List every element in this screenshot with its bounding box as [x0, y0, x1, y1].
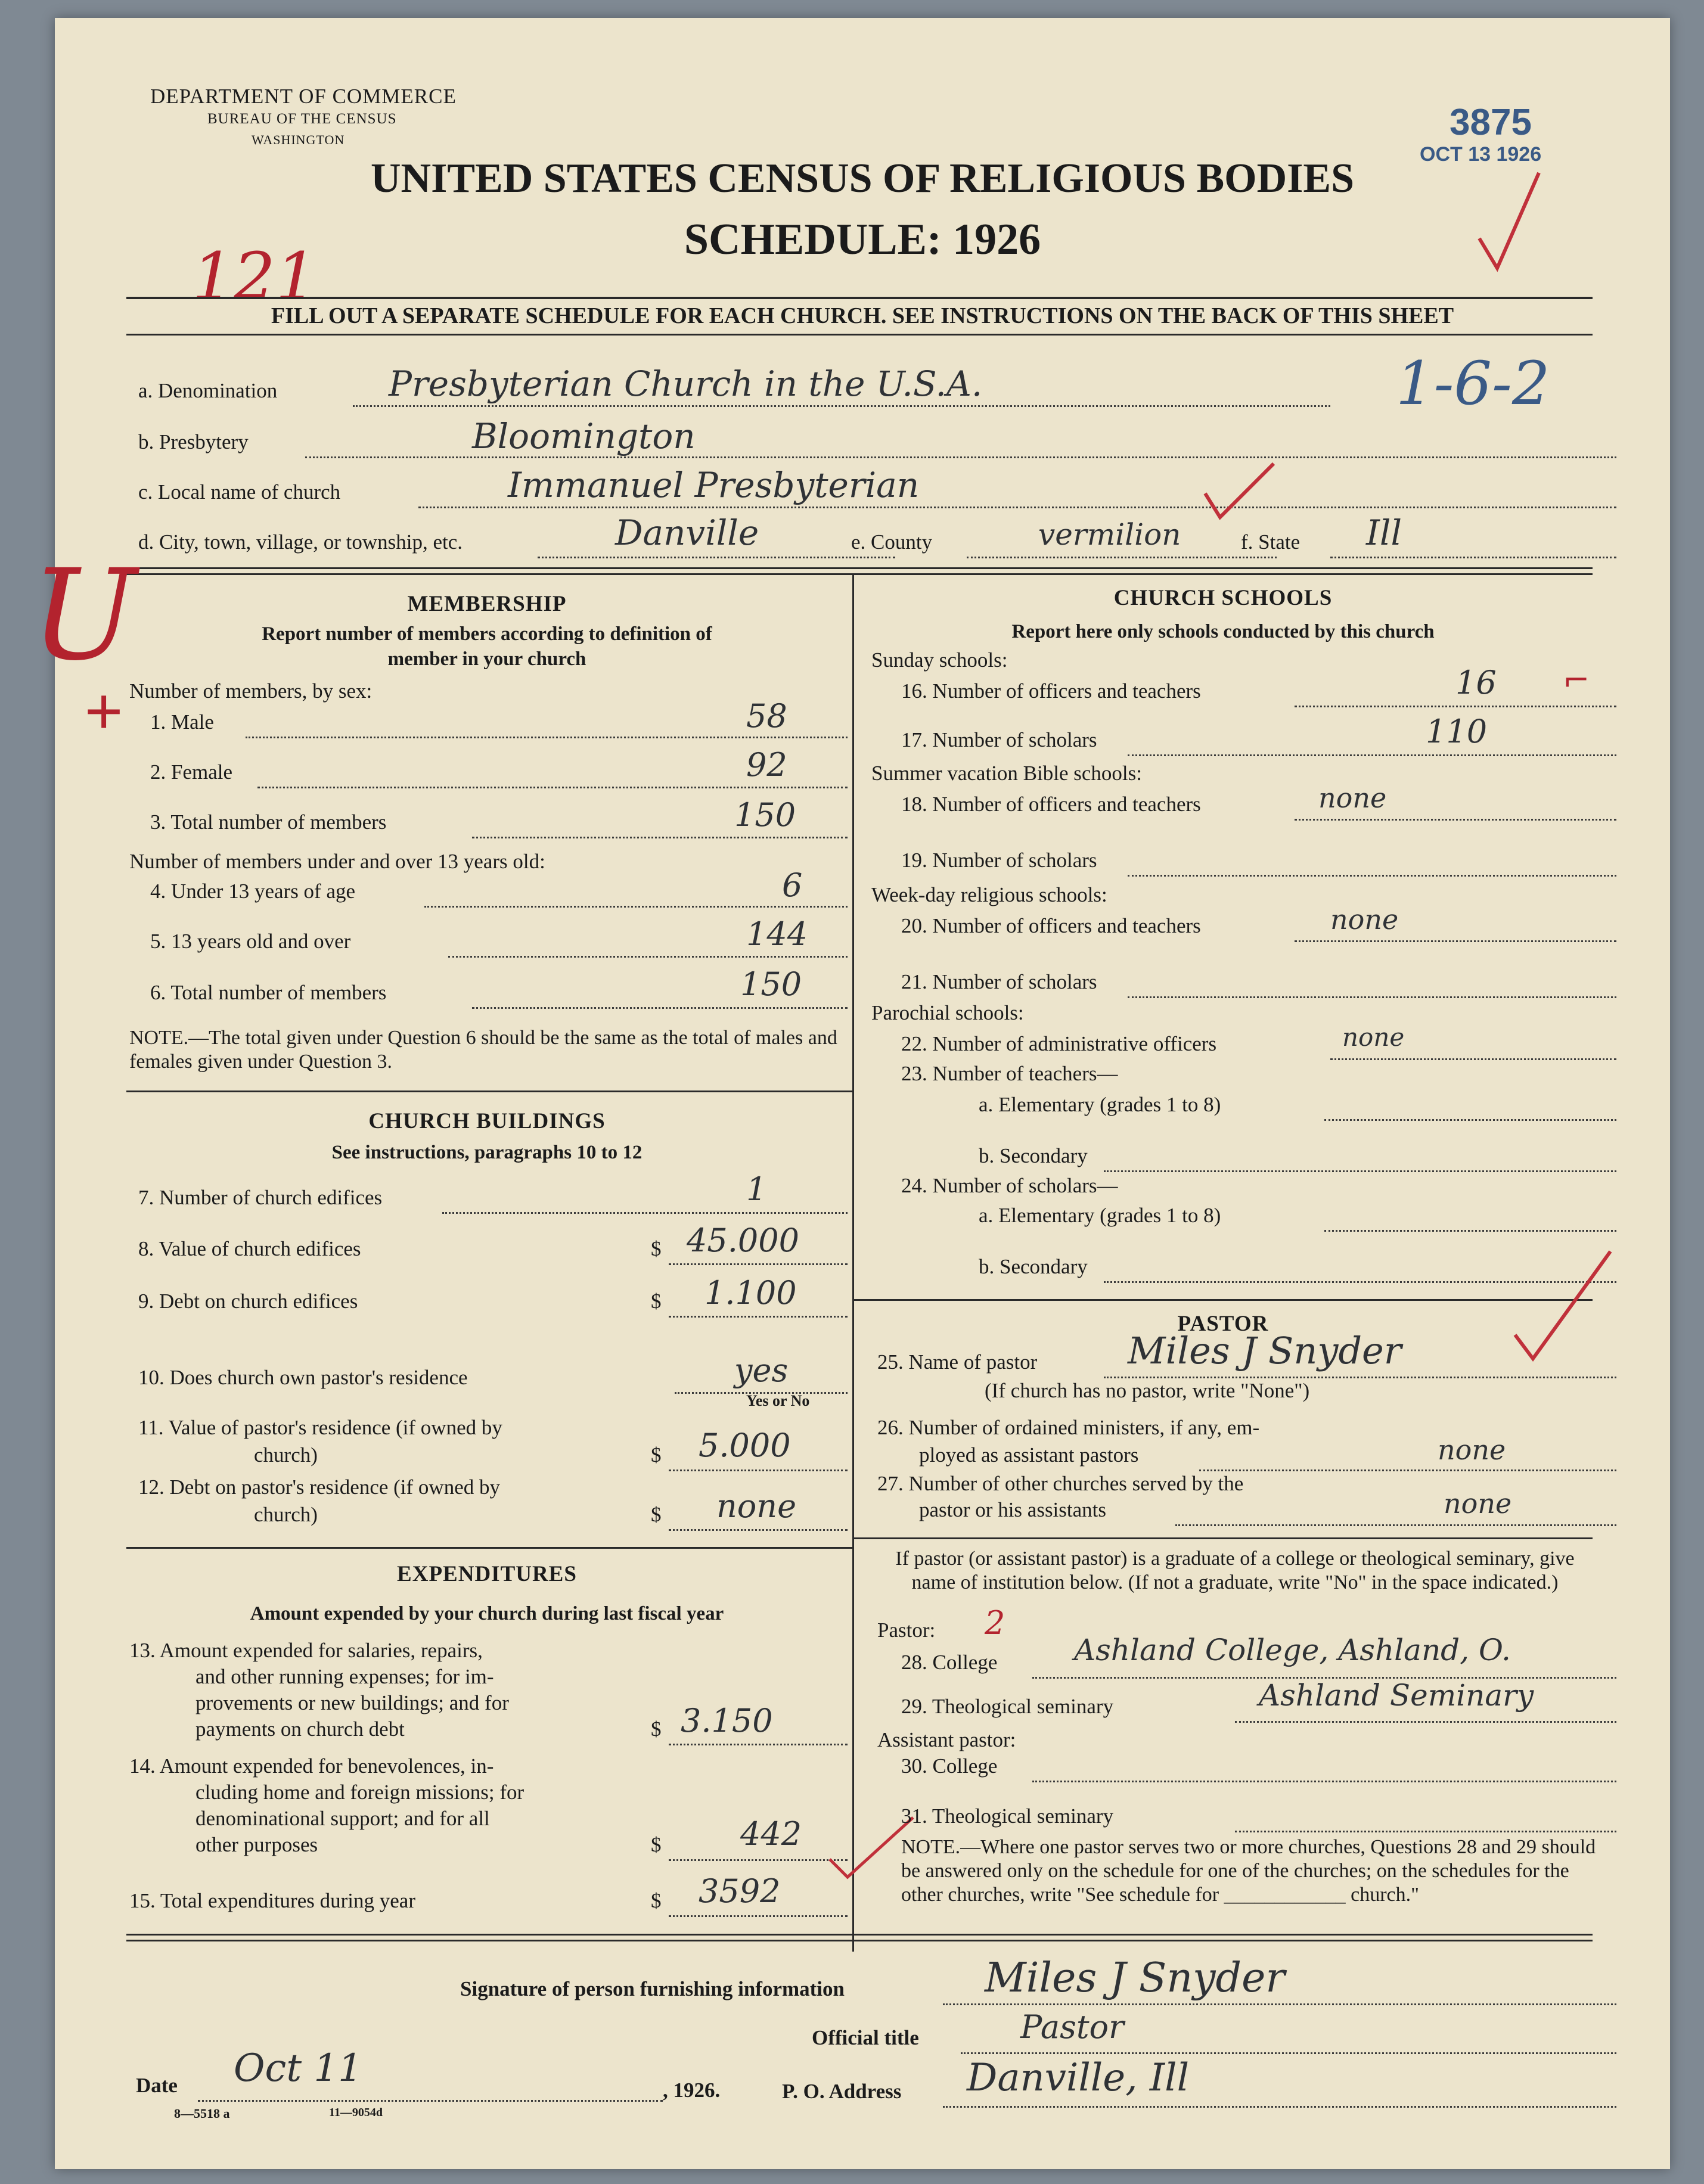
fill-line — [669, 1529, 848, 1531]
state-value: Ill — [1366, 512, 1402, 553]
received-stamp-date: OCT 13 1926 — [1420, 143, 1542, 166]
other-churches-label: 27. Number of other churches served by the — [877, 1472, 1244, 1495]
divider — [853, 1299, 1593, 1301]
city-label: d. City, town, village, or township, etc. — [138, 530, 463, 554]
fill-line — [1235, 1831, 1616, 1832]
male-value: 58 — [746, 697, 787, 735]
summer-scholars-label: 19. Number of scholars — [901, 849, 1097, 872]
teachers-secondary-label: b. Secondary — [979, 1144, 1088, 1167]
fill-line — [669, 1915, 848, 1917]
parochial-scholars-label: 24. Number of scholars— — [901, 1174, 1118, 1197]
membership-subtitle: member in your church — [387, 648, 586, 670]
city-heading: WASHINGTON — [252, 132, 345, 147]
denomination-label: a. Denomination — [138, 379, 278, 402]
fill-line — [472, 1007, 848, 1009]
scholars-secondary-label: b. Secondary — [979, 1255, 1088, 1278]
total-members-value: 150 — [734, 796, 796, 834]
state-label: f. State — [1241, 530, 1300, 554]
fill-line — [1128, 996, 1616, 998]
currency-sign: $ — [651, 1237, 662, 1260]
tick-mark: ⌐ — [1563, 661, 1590, 699]
currency-sign: $ — [651, 1443, 662, 1467]
divider — [126, 1091, 852, 1092]
fill-line — [669, 1316, 848, 1318]
form-number: 8—5518 a — [174, 2106, 230, 2121]
assistant-college-label: 30. College — [901, 1754, 998, 1778]
fill-line — [418, 507, 1616, 508]
residence-debt-label: 12. Debt on pastor's residence (if owned by — [138, 1475, 500, 1499]
residence-debt-value: none — [716, 1487, 797, 1525]
yes-no-hint: Yes or No — [746, 1392, 810, 1409]
pastor-note: NOTE.—Where one pastor serves two or more churches, Questions 28 and 29 should be answered only on the schedule for one of the churches; on the schedules for the other churches, write "See schedule for ____________ church." — [901, 1836, 1596, 1906]
fill-line — [1324, 1119, 1616, 1121]
summer-teachers-value: none — [1318, 782, 1387, 814]
no-pastor-hint: (If church has no pastor, write "None") — [985, 1379, 1310, 1402]
local-name-label: c. Local name of church — [138, 480, 341, 504]
divider — [126, 567, 1593, 569]
denomination-code: 1-6-2 — [1396, 349, 1550, 418]
department-heading: DEPARTMENT OF COMMERCE — [150, 85, 457, 108]
check-mark-icon — [1199, 458, 1277, 523]
fill-line — [1295, 940, 1616, 942]
fill-line — [669, 1744, 848, 1745]
fill-line — [1235, 1721, 1616, 1723]
fill-line — [246, 737, 848, 738]
edifices-count-value: 1 — [746, 1170, 767, 1208]
expense-14-label: other purposes — [195, 1833, 318, 1856]
assistant-seminary-label: 31. Theological seminary — [901, 1804, 1114, 1828]
fill-line — [1199, 1470, 1616, 1471]
summer-teachers-label: 18. Number of officers and teachers — [901, 793, 1201, 816]
buildings-subtitle: See instructions, paragraphs 10 to 12 — [331, 1142, 643, 1163]
pastor-name-label: 25. Name of pastor — [877, 1350, 1038, 1374]
date-year: , 1926. — [663, 2079, 721, 2102]
sunday-schools-label: Sunday schools: — [871, 648, 1008, 672]
fill-line — [669, 1859, 848, 1861]
female-label: 2. Female — [150, 760, 233, 784]
teachers-elementary-label: a. Elementary (grades 1 to 8) — [979, 1093, 1221, 1116]
parochial-teachers-label: 23. Number of teachers— — [901, 1062, 1118, 1085]
census-form-sheet — [31, 18, 1670, 2169]
owns-residence-value: yes — [734, 1352, 789, 1389]
over-13-value: 144 — [746, 915, 808, 953]
fill-line — [1295, 706, 1616, 707]
female-value: 92 — [746, 746, 787, 784]
expense-13-label: 13. Amount expended for salaries, repairs, — [129, 1639, 483, 1662]
expense-14-label: cluding home and foreign missions; for — [195, 1781, 524, 1804]
seminary-label: 29. Theological seminary — [901, 1695, 1114, 1718]
sunday-teachers-value: 16 — [1455, 664, 1497, 701]
pastor-name-value: Miles J Snyder — [1128, 1329, 1402, 1372]
margin-plus-mark: + — [85, 675, 123, 748]
residence-value-label: 11. Value of pastor's residence (if owned by — [138, 1416, 502, 1439]
currency-sign: $ — [651, 1503, 662, 1526]
total-members-2-label: 6. Total number of members — [150, 981, 387, 1004]
scholars-elementary-label: a. Elementary (grades 1 to 8) — [979, 1204, 1221, 1227]
print-number: 11—9054d — [329, 2106, 383, 2119]
fill-line — [1324, 1230, 1616, 1232]
parochial-schools-label: Parochial schools: — [871, 1001, 1024, 1024]
divider — [126, 573, 1593, 575]
fill-line — [967, 557, 1277, 558]
fill-line — [1330, 1058, 1616, 1060]
fill-line — [943, 2106, 1616, 2108]
fill-line — [1330, 557, 1616, 558]
summer-schools-label: Summer vacation Bible schools: — [871, 762, 1142, 785]
check-mark-icon — [1473, 167, 1545, 274]
currency-sign: $ — [651, 1290, 662, 1313]
pastor-education-label: Pastor: — [877, 1618, 936, 1642]
handwritten-number: 121 — [192, 238, 317, 315]
divider — [126, 1547, 852, 1549]
divider — [126, 334, 1593, 335]
edifices-value-label: 8. Value of church edifices — [138, 1237, 361, 1260]
fill-line — [257, 787, 848, 788]
presbytery-value: Bloomington — [472, 416, 696, 456]
under-13-label: 4. Under 13 years of age — [150, 880, 356, 903]
fill-line — [1104, 1377, 1616, 1378]
owns-residence-label: 10. Does church own pastor's residence — [138, 1366, 468, 1389]
buildings-heading: CHURCH BUILDINGS — [368, 1109, 606, 1133]
denomination-value: Presbyterian Church in the U.S.A. — [389, 364, 983, 404]
edifices-value-value: 45.000 — [687, 1222, 799, 1259]
margin-mark: U — [31, 542, 136, 688]
over-13-label: 5. 13 years old and over — [150, 930, 351, 953]
schools-subtitle: Report here only schools conducted by this church — [1011, 621, 1435, 642]
residence-debt-label-2: church) — [254, 1503, 318, 1526]
weekday-scholars-label: 21. Number of scholars — [901, 970, 1097, 993]
edifices-debt-label: 9. Debt on church edifices — [138, 1290, 358, 1313]
edifices-count-label: 7. Number of church edifices — [138, 1186, 383, 1209]
total-members-2-value: 150 — [740, 965, 802, 1003]
membership-note: NOTE.—The total given under Question 6 should be the same as the total of males and females given under Question 3. — [129, 1027, 837, 1073]
schedule-title: SCHEDULE: 1926 — [684, 215, 1041, 264]
members-by-sex-label: Number of members, by sex: — [129, 679, 373, 703]
fill-line — [538, 557, 895, 558]
fill-line — [442, 1212, 848, 1214]
other-churches-value: none — [1444, 1487, 1512, 1520]
fill-line — [353, 405, 1330, 407]
assistant-education-label: Assistant pastor: — [877, 1728, 1016, 1751]
date-value: Oct 11 — [234, 2046, 362, 2090]
residence-value-label-2: church) — [254, 1443, 318, 1467]
signature-label: Signature of person furnishing information — [460, 1977, 845, 2000]
official-title-value: Pastor — [1020, 2008, 1124, 2046]
parochial-admin-value: none — [1342, 1023, 1405, 1052]
fill-line — [198, 2100, 663, 2102]
divider — [853, 1537, 1593, 1539]
graduate-instruction: If pastor (or assistant pastor) is a graduate of a college or theological seminary, give name of institution below. (If not a graduate, write "No" in the space indicated.) — [895, 1548, 1575, 1593]
currency-sign: $ — [651, 1717, 662, 1741]
expense-13-label: payments on church debt — [195, 1717, 405, 1741]
members-by-age-label: Number of members under and over 13 years old: — [129, 850, 545, 873]
seminary-value: Ashland Seminary — [1259, 1678, 1534, 1713]
membership-heading: MEMBERSHIP — [407, 592, 567, 616]
expenditures-heading: EXPENDITURES — [397, 1562, 577, 1586]
sunday-scholars-label: 17. Number of scholars — [901, 728, 1097, 751]
edifices-debt-value: 1.100 — [704, 1274, 797, 1312]
county-label: e. County — [851, 530, 933, 554]
county-value: vermilion — [1038, 517, 1181, 552]
fill-line — [1032, 1781, 1616, 1782]
fill-line — [669, 1263, 848, 1265]
college-value: Ashland College, Ashland, O. — [1074, 1633, 1511, 1667]
fill-line — [1295, 819, 1616, 821]
fill-line — [424, 906, 848, 908]
membership-subtitle: Report number of members according to definition of — [262, 623, 712, 645]
weekday-teachers-value: none — [1330, 903, 1399, 936]
check-mark-icon — [1509, 1245, 1616, 1365]
college-label: 28. College — [901, 1651, 998, 1674]
expense-14-value: 442 — [740, 1815, 802, 1853]
male-label: 1. Male — [150, 710, 214, 734]
total-expense-value: 3592 — [699, 1872, 781, 1910]
date-label: Date — [136, 2074, 178, 2097]
parochial-admin-label: 22. Number of administrative officers — [901, 1032, 1217, 1055]
official-title-label: Official title — [812, 2026, 919, 2049]
fill-line — [1175, 1524, 1616, 1526]
expense-13-label: provements or new buildings; and for — [195, 1691, 509, 1714]
fill-line — [669, 1470, 848, 1471]
fill-line — [961, 2052, 1616, 2054]
presbytery-label: b. Presbytery — [138, 430, 249, 453]
received-stamp-number: 3875 — [1450, 102, 1532, 143]
fill-line — [1128, 875, 1616, 877]
fill-line — [448, 956, 848, 958]
signature-value: Miles J Snyder — [985, 1955, 1285, 2002]
assistant-pastors-label-2: ployed as assistant pastors — [919, 1443, 1139, 1467]
total-expense-label: 15. Total expenditures during year — [129, 1889, 415, 1912]
city-value: Danville — [615, 512, 759, 553]
po-address-value: Danville, Ill — [967, 2056, 1190, 2100]
currency-sign: $ — [651, 1833, 662, 1856]
other-churches-label-2: pastor or his assistants — [919, 1498, 1107, 1521]
under-13-value: 6 — [782, 866, 803, 904]
po-address-label: P. O. Address — [782, 2080, 902, 2103]
fill-line — [472, 837, 848, 838]
sunday-teachers-label: 16. Number of officers and teachers — [901, 679, 1201, 703]
schools-heading: CHURCH SCHOOLS — [1113, 586, 1333, 610]
fill-line — [943, 2003, 1616, 2005]
residence-value-value: 5.000 — [699, 1427, 791, 1464]
local-name-value: Immanuel Presbyterian — [508, 465, 920, 505]
fill-line — [1128, 754, 1616, 756]
divider — [126, 1934, 1593, 1936]
expenditures-subtitle: Amount expended by your church during last fiscal year — [250, 1603, 724, 1624]
weekday-schools-label: Week-day religious schools: — [871, 883, 1107, 906]
fill-line — [1104, 1170, 1616, 1172]
assistant-pastors-label: 26. Number of ordained ministers, if any, em- — [877, 1416, 1260, 1439]
assistant-pastors-value: none — [1438, 1434, 1506, 1466]
column-divider — [852, 575, 854, 1952]
sunday-scholars-value: 110 — [1426, 713, 1488, 750]
total-members-label: 3. Total number of members — [150, 810, 387, 834]
expense-14-label: 14. Amount expended for benevolences, in- — [129, 1754, 494, 1778]
expense-14-label: denominational support; and for all — [195, 1807, 490, 1830]
pastor-mark: 2 — [985, 1604, 1005, 1642]
form-title: UNITED STATES CENSUS OF RELIGIOUS BODIES — [370, 156, 1355, 201]
pastor-heading: PASTOR — [1177, 1312, 1269, 1336]
bureau-heading: BUREAU OF THE CENSUS — [207, 111, 397, 127]
divider — [126, 1940, 1593, 1941]
weekday-teachers-label: 20. Number of officers and teachers — [901, 914, 1201, 937]
currency-sign: $ — [651, 1889, 662, 1912]
expense-13-label: and other running expenses; for im- — [195, 1665, 494, 1688]
divider — [126, 297, 1593, 299]
expense-13-value: 3.150 — [681, 1702, 773, 1739]
separate-schedule-instruction: FILL OUT A SEPARATE SCHEDULE FOR EACH CHURCH. SEE INSTRUCTIONS ON THE BACK OF THIS SHEET — [271, 303, 1454, 328]
fill-line — [305, 456, 1616, 458]
